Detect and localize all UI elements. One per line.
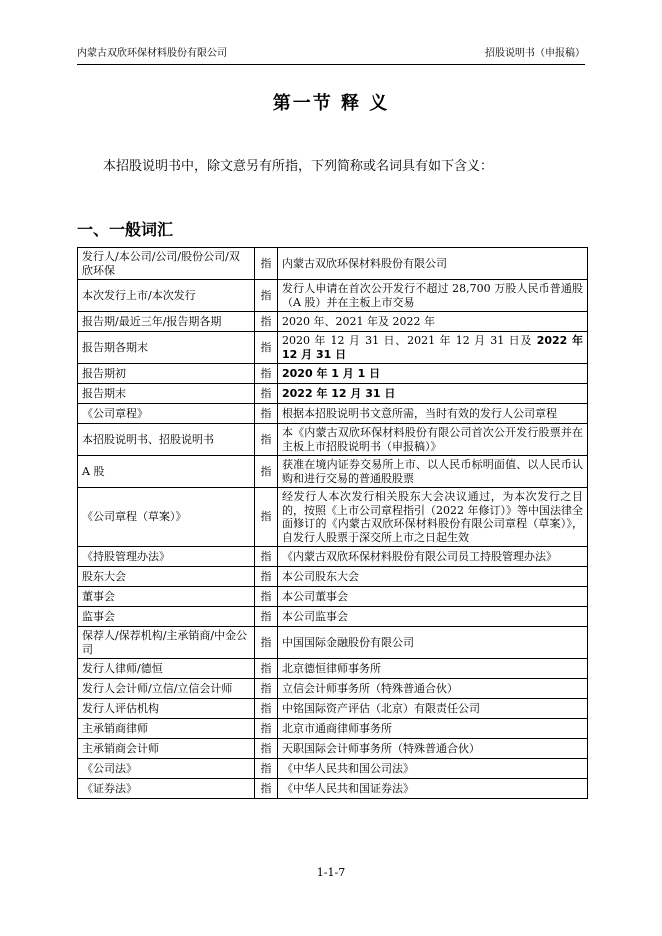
definition-cell bbox=[278, 627, 588, 659]
term-cell: 主承销商会计师 bbox=[78, 739, 255, 759]
definition-text: 内蒙古双欣环保材料股份有限公司 bbox=[282, 256, 447, 270]
definition-cell bbox=[278, 312, 588, 332]
term-cell: 报告期初 bbox=[78, 364, 255, 384]
term-cell: 《证券法》 bbox=[78, 779, 255, 799]
definition-text: 《内蒙古双欣环保材料股份有限公司员工持股管理办法》 bbox=[282, 549, 557, 563]
definition-cell bbox=[278, 404, 588, 424]
definition-text: 立信会计师事务所（特殊普通合伙） bbox=[282, 681, 458, 695]
term-cell: 《公司章程》 bbox=[78, 404, 255, 424]
zhi-cell: 指 bbox=[255, 404, 278, 424]
definition-cell bbox=[278, 384, 588, 404]
definition-text: 《中华人民共和国证券法》 bbox=[282, 781, 414, 795]
definition-cell bbox=[278, 739, 588, 759]
table-row bbox=[78, 384, 588, 404]
definition-cell bbox=[278, 424, 588, 456]
definition-cell bbox=[278, 567, 588, 587]
table-row bbox=[78, 280, 588, 312]
term-cell: 《公司章程（草案）》 bbox=[78, 488, 255, 547]
definition-cell bbox=[278, 547, 588, 567]
zhi-cell: 指 bbox=[255, 779, 278, 799]
definition-text: 获准在境内证券交易所上市、以人民币标明面值、以人民币认购和进行交易的普通股股票 bbox=[282, 458, 583, 485]
term-cell: 发行人/本公司/公司/股份公司/双欣环保 bbox=[78, 248, 255, 280]
definition-bold-date: 2020 年 1 月 1 日 bbox=[282, 366, 381, 380]
definition-cell bbox=[278, 759, 588, 779]
definition-bold-date: 2022 年 12 月 31 日 bbox=[282, 334, 583, 361]
table-row bbox=[78, 404, 588, 424]
zhi-cell: 指 bbox=[255, 364, 278, 384]
term-cell: 本次发行上市/本次发行 bbox=[78, 280, 255, 312]
term-cell: 《持股管理办法》 bbox=[78, 547, 255, 567]
table-row bbox=[78, 679, 588, 699]
table-row bbox=[78, 248, 588, 280]
definition-cell bbox=[278, 659, 588, 679]
definition-text: 本公司董事会 bbox=[282, 589, 348, 603]
definition-text: 2020 年 12 月 31 日、2021 年 12 月 31 日及 bbox=[282, 334, 537, 347]
definition-cell bbox=[278, 607, 588, 627]
term-cell: 《公司法》 bbox=[78, 759, 255, 779]
zhi-cell: 指 bbox=[255, 384, 278, 404]
zhi-cell: 指 bbox=[255, 759, 278, 779]
zhi-cell: 指 bbox=[255, 332, 278, 364]
definition-bold-date: 2022 年 12 月 31 日 bbox=[282, 386, 396, 400]
definition-cell bbox=[278, 364, 588, 384]
table-row bbox=[78, 719, 588, 739]
definition-cell bbox=[278, 699, 588, 719]
header-doc-type: 招股说明书（申报稿） bbox=[485, 48, 585, 59]
zhi-cell: 指 bbox=[255, 627, 278, 659]
definition-cell bbox=[278, 280, 588, 312]
term-cell: 报告期/最近三年/报告期各期 bbox=[78, 312, 255, 332]
table-row bbox=[78, 659, 588, 679]
table-row bbox=[78, 364, 588, 384]
table-row bbox=[78, 567, 588, 587]
zhi-cell: 指 bbox=[255, 456, 278, 488]
table-row bbox=[78, 587, 588, 607]
zhi-cell: 指 bbox=[255, 659, 278, 679]
definition-cell bbox=[278, 488, 588, 547]
page-number: 1-1-7 bbox=[316, 866, 346, 879]
definition-cell bbox=[278, 456, 588, 488]
definition-text: 2020 年、2021 年及 2022 年 bbox=[282, 314, 435, 328]
definition-text: 《中华人民共和国公司法》 bbox=[282, 761, 414, 775]
table-row bbox=[78, 627, 588, 659]
zhi-cell: 指 bbox=[255, 739, 278, 759]
definition-text: 经发行人本次发行相关股东大会决议通过，为本次发行之目的，按照《上市公司章程指引（2022 年修订）》等中国法律全面修订的《内蒙古双欣环保材料股份有限公司章程（草案）》，自发行人股票于深交所上市之日起生效 bbox=[282, 490, 583, 544]
zhi-cell: 指 bbox=[255, 607, 278, 627]
definition-text: 发行人申请在首次公开发行不超过 28,700 万股人民币普通股（A 股）并在主板上市交易 bbox=[282, 282, 583, 309]
term-cell: 报告期末 bbox=[78, 384, 255, 404]
zhi-cell: 指 bbox=[255, 567, 278, 587]
term-cell: 主承销商律师 bbox=[78, 719, 255, 739]
definition-cell bbox=[278, 587, 588, 607]
definition-text: 本公司监事会 bbox=[282, 609, 348, 623]
term-cell: 保荐人/保荐机构/主承销商/中金公司 bbox=[78, 627, 255, 659]
definition-cell bbox=[278, 679, 588, 699]
header-company: 内蒙古双欣环保材料股份有限公司 bbox=[77, 48, 227, 59]
table-row bbox=[78, 312, 588, 332]
table-row bbox=[78, 759, 588, 779]
definition-cell bbox=[278, 719, 588, 739]
section-heading: 一、一般词汇 bbox=[77, 220, 174, 239]
definition-cell bbox=[278, 332, 588, 364]
definition-cell bbox=[278, 779, 588, 799]
table-row bbox=[78, 488, 588, 547]
zhi-cell: 指 bbox=[255, 488, 278, 547]
term-cell: 发行人会计师/立信/立信会计师 bbox=[78, 679, 255, 699]
table-row bbox=[78, 739, 588, 759]
term-cell: 监事会 bbox=[78, 607, 255, 627]
term-cell: 发行人评估机构 bbox=[78, 699, 255, 719]
term-cell: 股东大会 bbox=[78, 567, 255, 587]
table-row bbox=[78, 424, 588, 456]
table-row bbox=[78, 779, 588, 799]
zhi-cell: 指 bbox=[255, 424, 278, 456]
definition-text: 北京德恒律师事务所 bbox=[282, 661, 381, 675]
term-cell: 发行人律师/德恒 bbox=[78, 659, 255, 679]
definitions-table bbox=[77, 247, 588, 799]
page-title: 第一节 释 义 bbox=[272, 93, 390, 114]
zhi-cell: 指 bbox=[255, 699, 278, 719]
definition-text: 中铭国际资产评估（北京）有限责任公司 bbox=[282, 701, 480, 715]
zhi-cell: 指 bbox=[255, 312, 278, 332]
term-cell: 董事会 bbox=[78, 587, 255, 607]
intro-paragraph: 本招股说明书中，除文意另有所指，下列简称或名词具有如下含义： bbox=[103, 159, 494, 174]
definition-text: 根据本招股说明书文意所需，当时有效的发行人公司章程 bbox=[282, 406, 557, 420]
zhi-cell: 指 bbox=[255, 280, 278, 312]
term-cell: 报告期各期末 bbox=[78, 332, 255, 364]
definition-text: 本《内蒙古双欣环保材料股份有限公司首次公开发行股票并在主板上市招股说明书（申报稿）》 bbox=[282, 426, 583, 453]
definition-text: 北京市通商律师事务所 bbox=[282, 721, 392, 735]
table-row bbox=[78, 607, 588, 627]
term-cell: A 股 bbox=[78, 456, 255, 488]
table-row bbox=[78, 332, 588, 364]
page-header bbox=[77, 44, 585, 65]
zhi-cell: 指 bbox=[255, 719, 278, 739]
table-row bbox=[78, 547, 588, 567]
definition-text: 中国国际金融股份有限公司 bbox=[282, 635, 414, 649]
zhi-cell: 指 bbox=[255, 679, 278, 699]
table-row bbox=[78, 456, 588, 488]
definition-text: 本公司股东大会 bbox=[282, 569, 359, 583]
definition-text: 天职国际会计师事务所（特殊普通合伙） bbox=[282, 741, 480, 755]
zhi-cell: 指 bbox=[255, 547, 278, 567]
definition-cell bbox=[278, 248, 588, 280]
table-row bbox=[78, 699, 588, 719]
zhi-cell: 指 bbox=[255, 587, 278, 607]
term-cell: 本招股说明书、招股说明书 bbox=[78, 424, 255, 456]
zhi-cell: 指 bbox=[255, 248, 278, 280]
